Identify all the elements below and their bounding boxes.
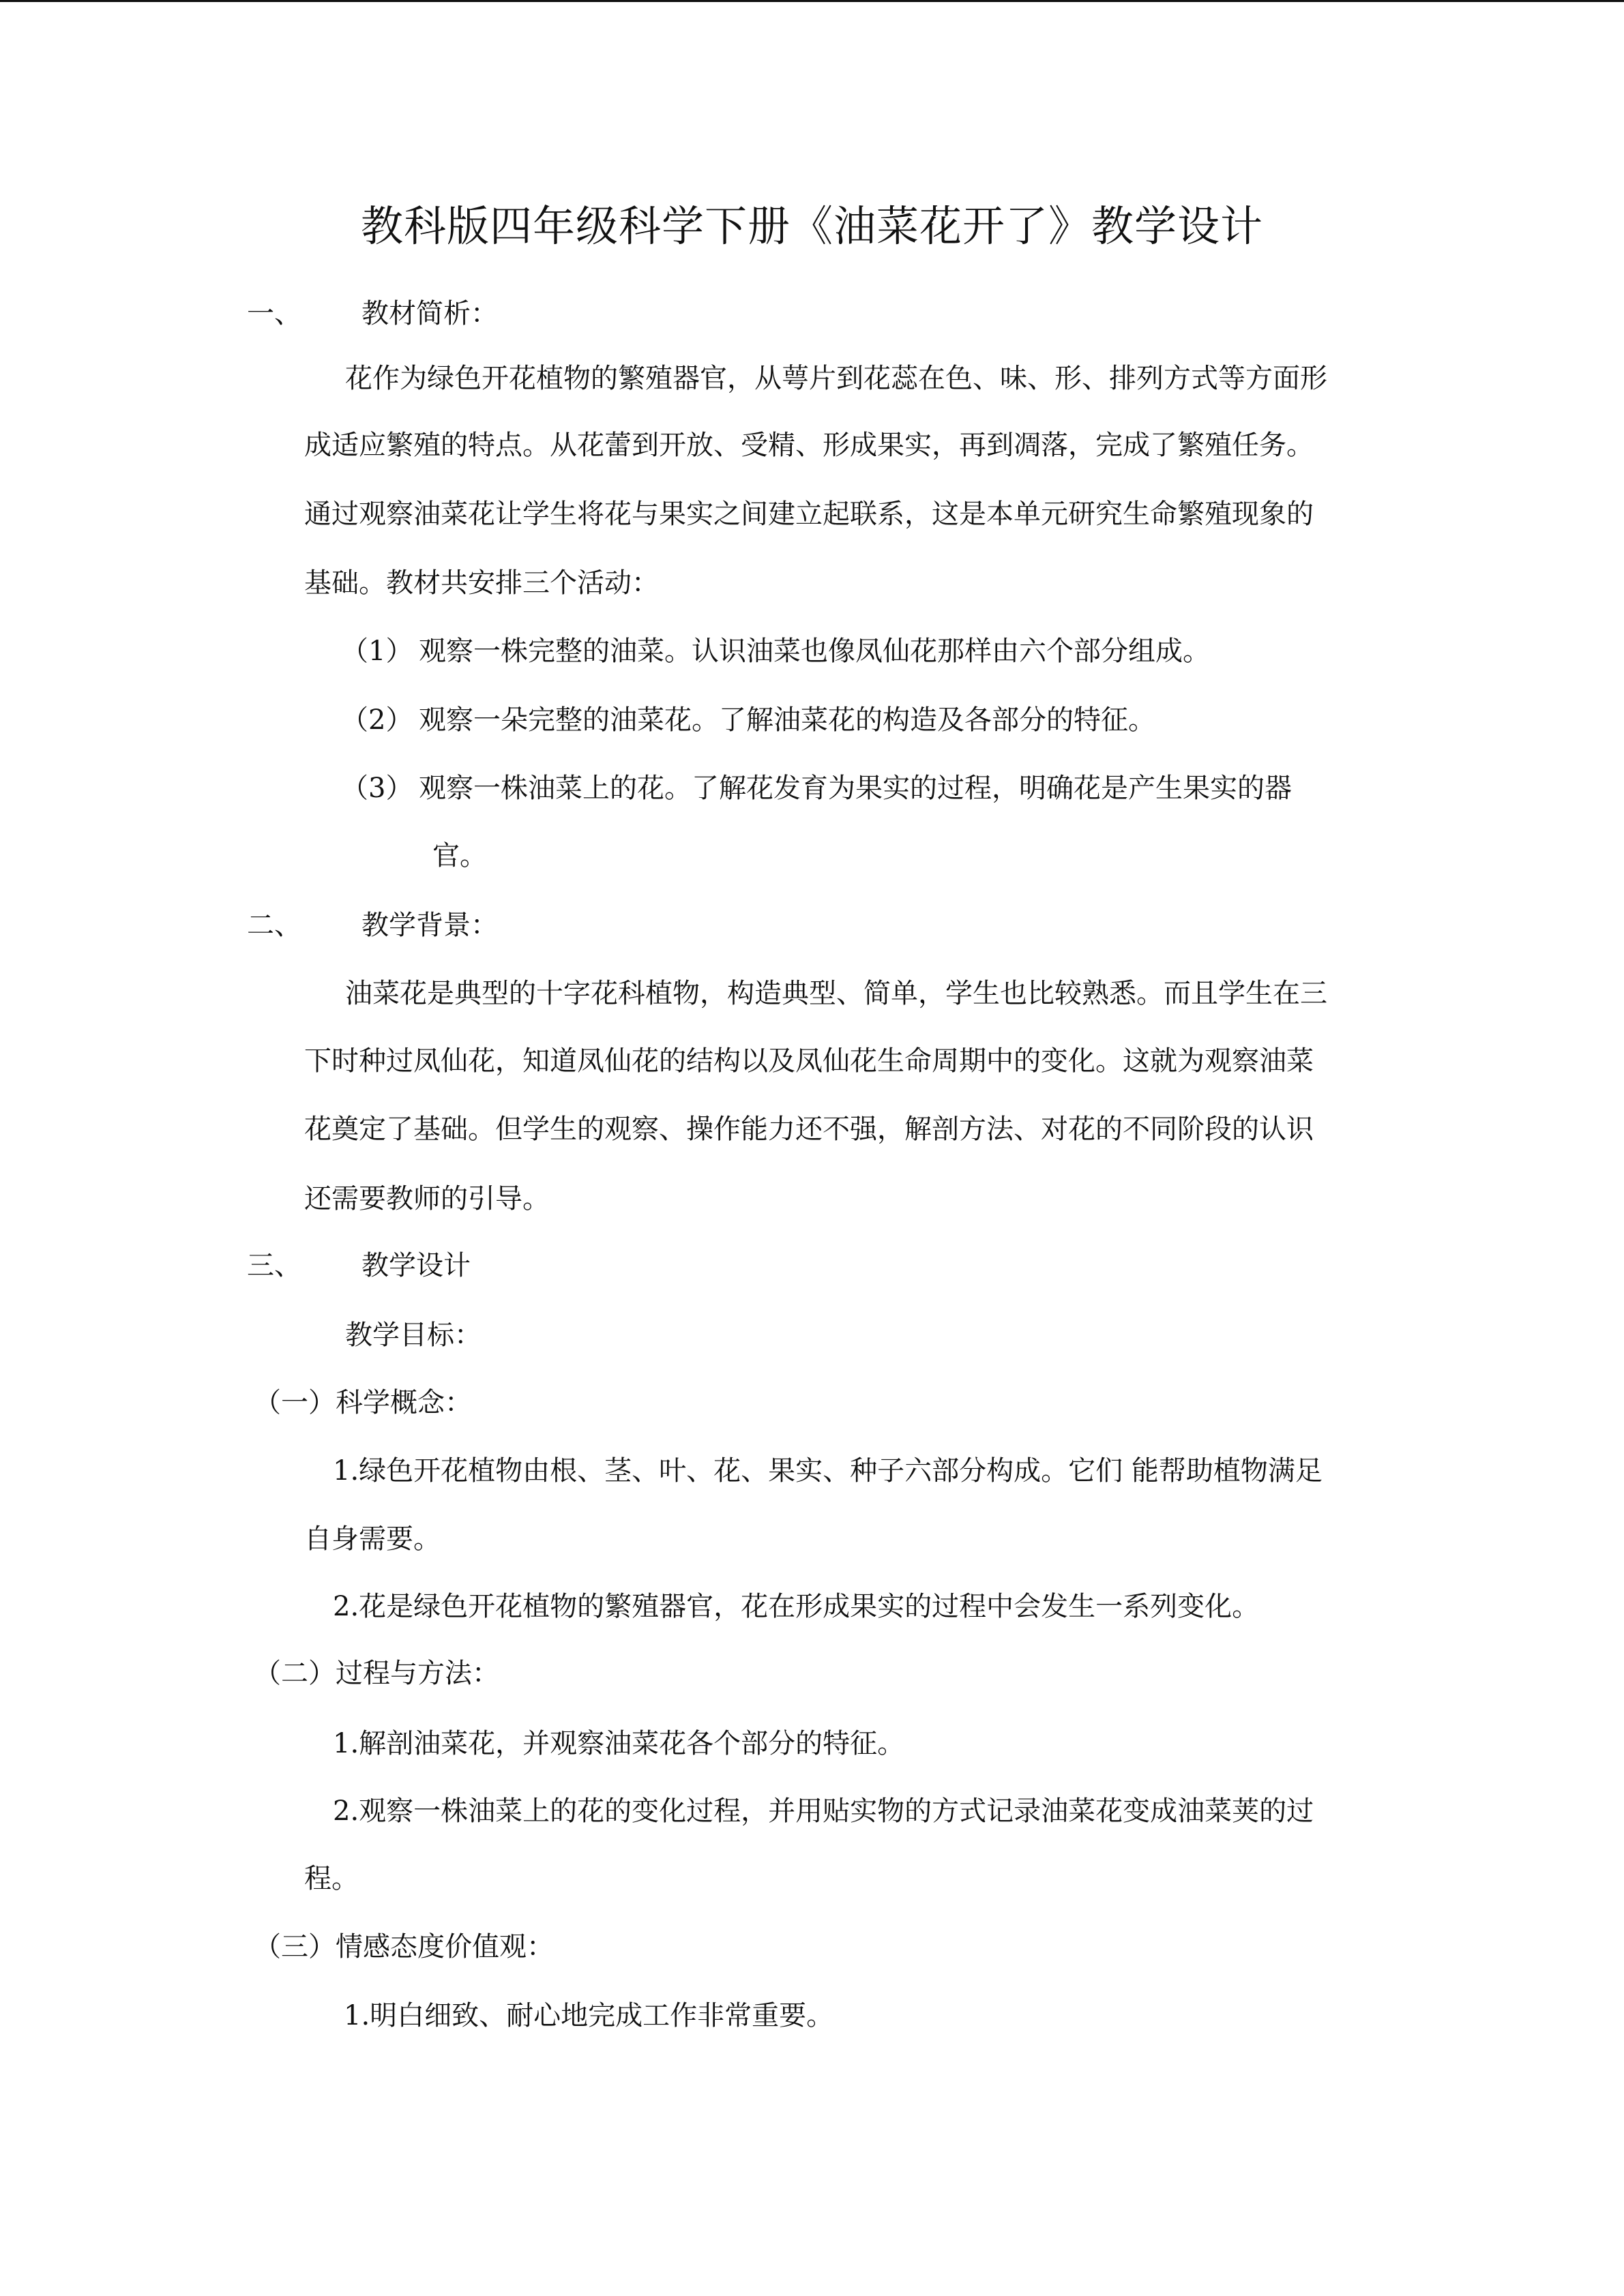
science-concept-item-2: 2.花是绿色开花植物的繁殖器官，花在形成果实的过程中会发生一系列变化。 xyxy=(333,1591,1260,1622)
section-1-heading: 教材简析： xyxy=(361,298,498,329)
process-method-item-2-line-2: 程。 xyxy=(304,1863,359,1894)
activity-3-number: （3） xyxy=(341,773,413,804)
section-1-number: 一、 xyxy=(247,298,301,329)
subsection-1-heading: （一）科学概念： xyxy=(254,1387,472,1418)
section-2-number: 二、 xyxy=(247,910,301,941)
section-2-heading: 教学背景： xyxy=(361,910,498,941)
process-method-item-2-line-1: 2.观察一株油菜上的花的变化过程，并用贴实物的方式记录油菜花变成油菜荚的过 xyxy=(333,1795,1314,1827)
process-method-item-1: 1.解剖油菜花，并观察油菜花各个部分的特征。 xyxy=(333,1728,905,1759)
section-1-paragraph-line-4: 基础。教材共安排三个活动： xyxy=(304,567,659,599)
activity-3-text: 观察一株油菜上的花。了解花发育为果实的过程，明确花是产生果实的器 xyxy=(419,773,1292,804)
section-1-paragraph-line-1: 花作为绿色开花植物的繁殖器官，从萼片到花蕊在色、味、形、排列方式等方面形 xyxy=(345,363,1327,394)
activity-1-text: 观察一株完整的油菜。认识油菜也像凤仙花那样由六个部分组成。 xyxy=(419,636,1210,667)
section-2-paragraph-line-4: 还需要教师的引导。 xyxy=(304,1183,550,1214)
teaching-goals-label: 教学目标： xyxy=(345,1320,482,1351)
subsection-2-heading: （二）过程与方法： xyxy=(254,1658,499,1689)
section-2-paragraph-line-1: 油菜花是典型的十字花科植物，构造典型、简单，学生也比较熟悉。而且学生在三 xyxy=(345,978,1327,1009)
section-3-heading: 教学设计 xyxy=(361,1250,471,1281)
activity-3-continuation: 官。 xyxy=(432,840,487,871)
subsection-3-heading: （三）情感态度价值观： xyxy=(254,1931,554,1963)
document-title: 教科版四年级科学下册《油菜花开了》教学设计 xyxy=(360,201,1263,251)
attitude-item-1: 1.明白细致、耐心地完成工作非常重要。 xyxy=(344,2000,834,2031)
activity-2-number: （2） xyxy=(341,704,413,736)
section-1-paragraph-line-2: 成适应繁殖的特点。从花蕾到开放、受精、形成果实，再到凋落，完成了繁殖任务。 xyxy=(304,430,1314,461)
section-3-number: 三、 xyxy=(247,1250,301,1281)
science-concept-item-1-line-1: 1.绿色开花植物由根、茎、叶、花、果实、种子六部分构成。它们 能帮助植物满足 xyxy=(333,1455,1323,1487)
section-1-paragraph-line-3: 通过观察油菜花让学生将花与果实之间建立起联系，这是本单元研究生命繁殖现象的 xyxy=(304,498,1314,530)
section-2-paragraph-line-3: 花奠定了基础。但学生的观察、操作能力还不强，解剖方法、对花的不同阶段的认识 xyxy=(304,1114,1314,1145)
section-2-paragraph-line-2: 下时种过凤仙花，知道凤仙花的结构以及凤仙花生命周期中的变化。这就为观察油菜 xyxy=(304,1045,1314,1077)
activity-1-number: （1） xyxy=(341,636,413,667)
science-concept-item-1-line-2: 自身需要。 xyxy=(304,1523,441,1555)
activity-2-text: 观察一朵完整的油菜花。了解油菜花的构造及各部分的特征。 xyxy=(419,704,1155,736)
